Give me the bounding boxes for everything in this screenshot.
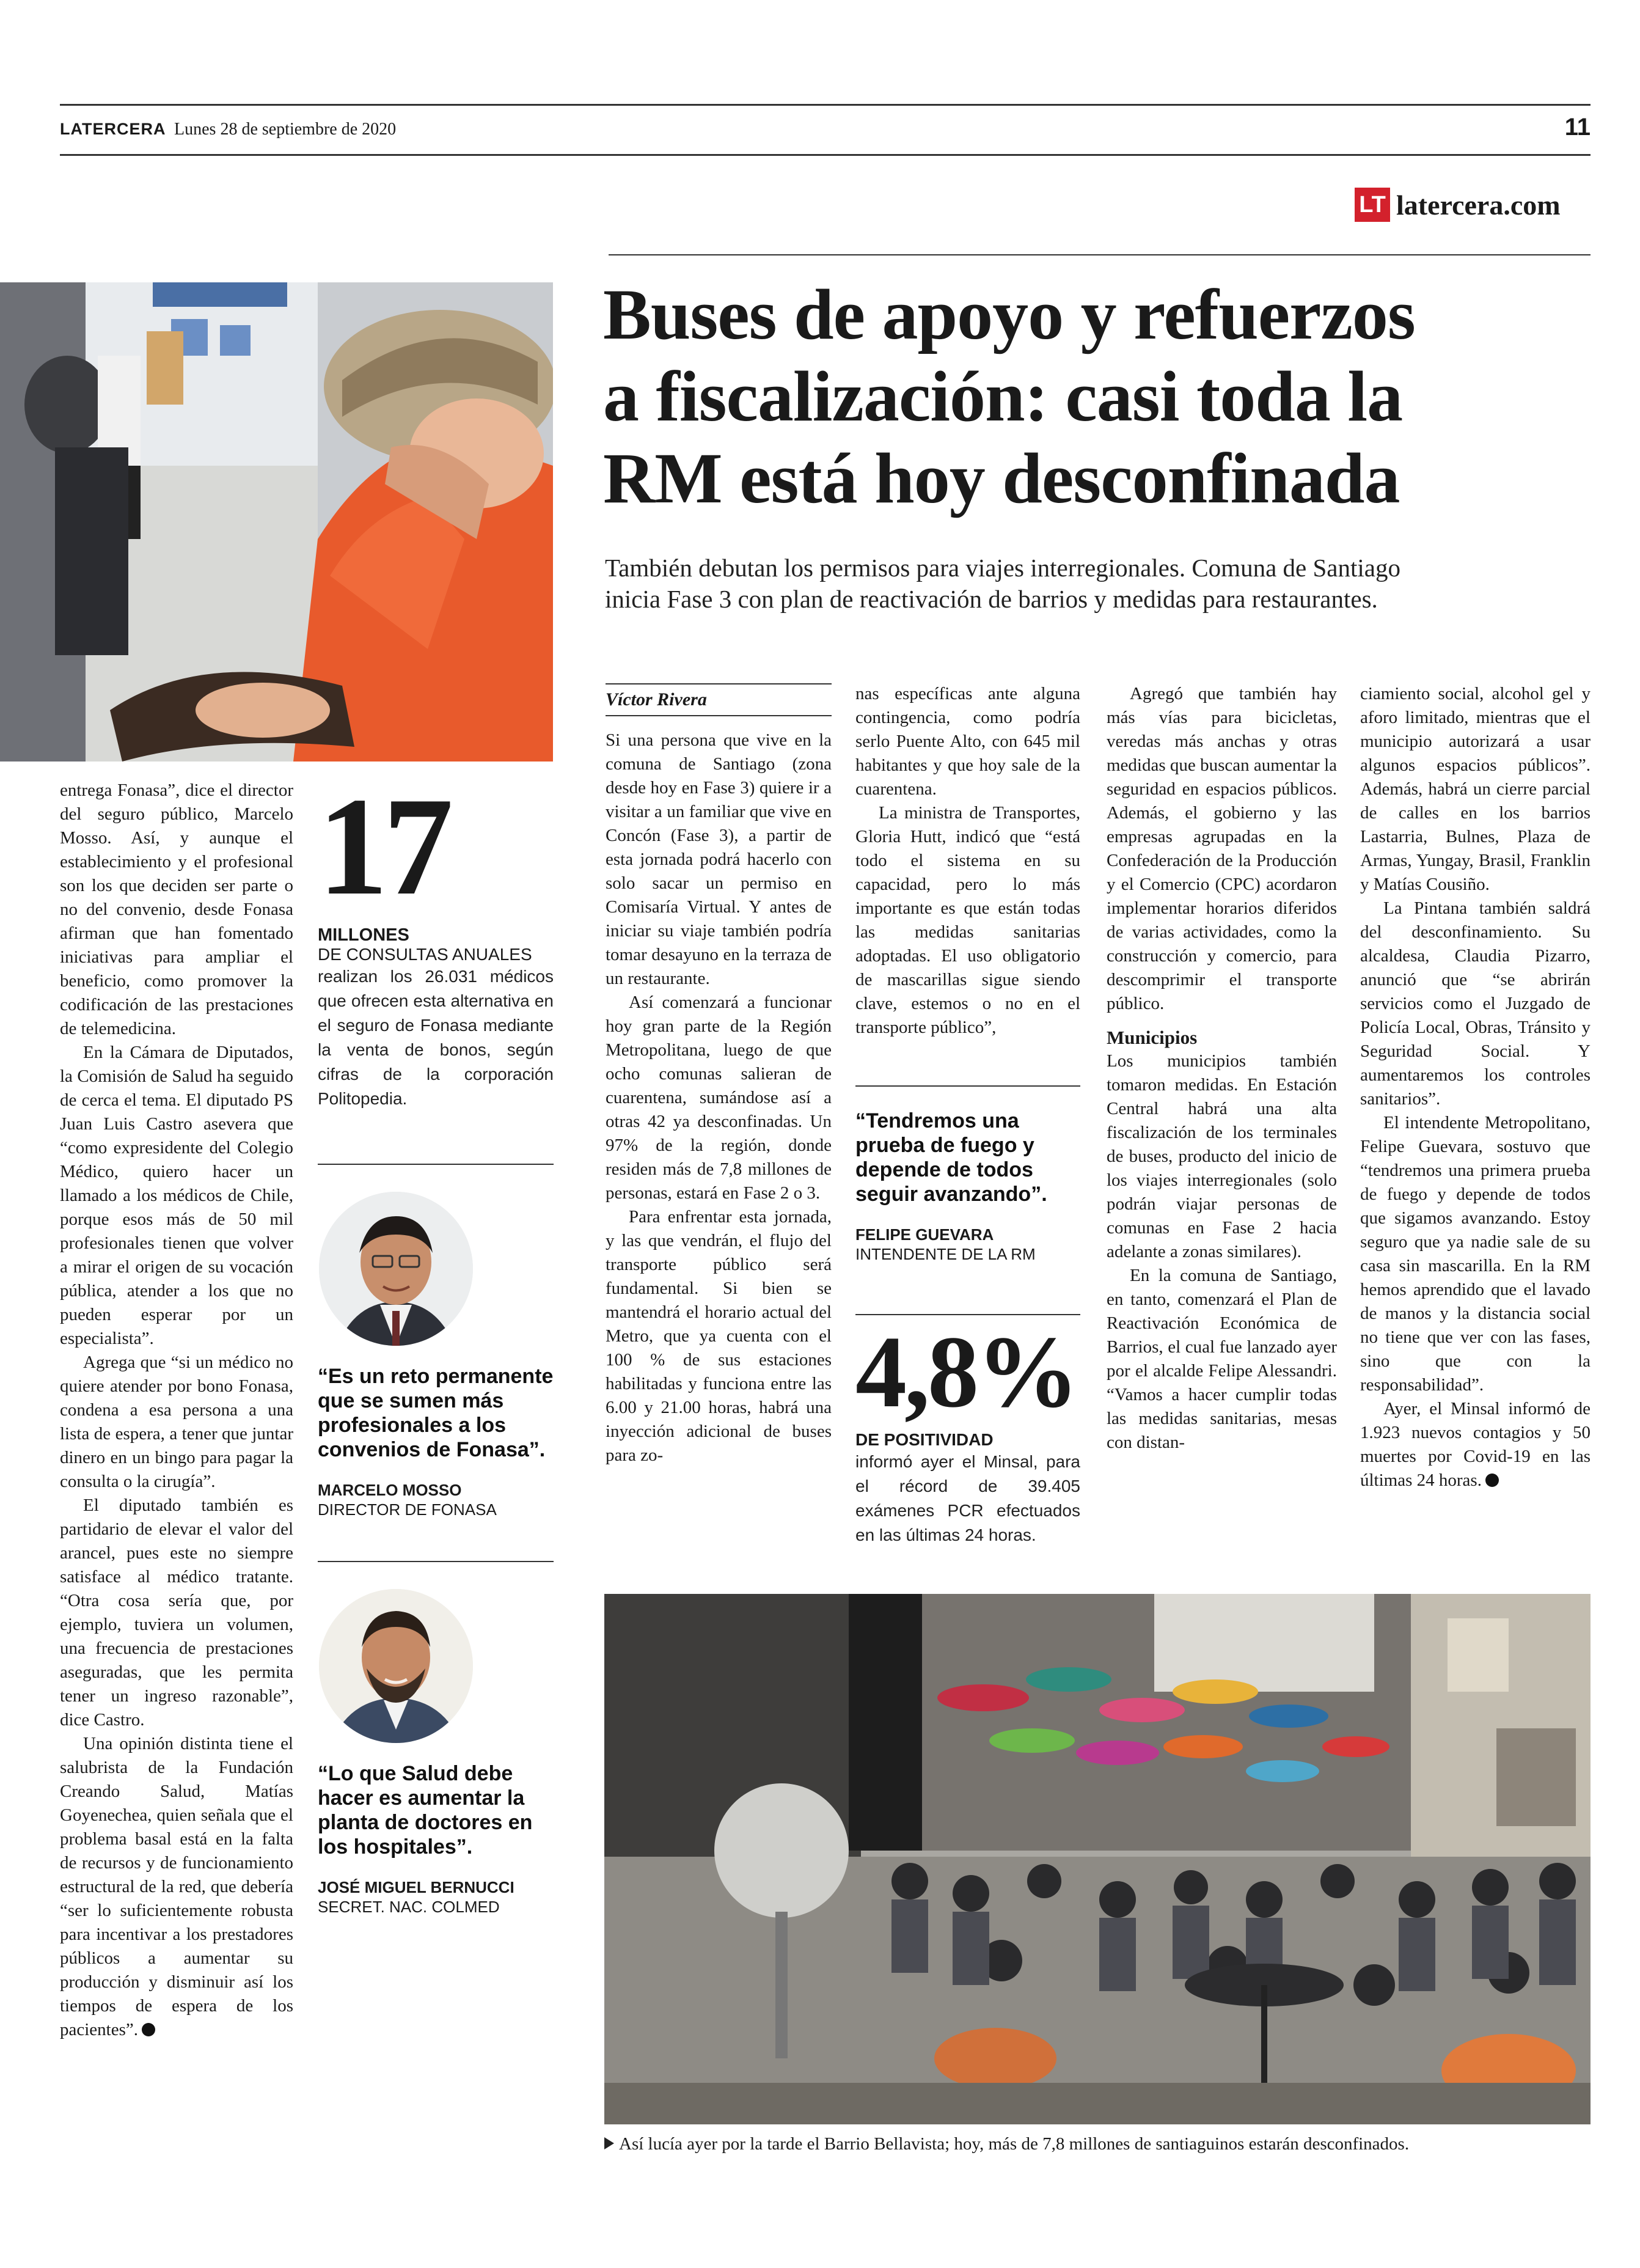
paragraph: ciamiento social, alcohol gel y aforo limitado, mientras que el municipio autorizará a usar algunos espacios públicos”. Además, habrá un cierre parcial de calles en los barrios Lastarria, Bulnes, Plaza de Armas, Yungay, Brasil, Franklin y Matías Cousiño. — [1360, 684, 1591, 894]
header-bottom-rule — [60, 154, 1591, 156]
caption-arrow-icon — [604, 2137, 614, 2149]
paragraph — [60, 1732, 293, 2042]
headline-line-3: RM está hoy desconfinada — [603, 438, 1400, 518]
paragraph: Agregó que también hay más vías para bicicletas, veredas más anchas y otras medidas que buscan aumentar la seguridad en espacios públicos. Además, el gobierno y las empresas agrupadas en la Confederación de la Producción y el Comercio (CPC) acordaron implementar horarios diferidos de varias actividades, como la construcción y comercio, para descomprimir el transporte público. — [1107, 684, 1337, 1013]
stat-sublabel: DE CONSULTAS ANUALES — [318, 945, 532, 964]
stat-number: 4,8% — [855, 1315, 1077, 1429]
quote-role: INTENDENTE DE LA RM — [855, 1245, 1036, 1263]
quote-role: SECRET. NAC. COLMED — [318, 1898, 500, 1916]
paragraph: Para enfrentar esta jornada, y las que vendrán, el flujo del transporte público será fundamental. Si bien se mantendrá el horario actual del Metro, que ya cuenta con el 100 % de sus estaciones habilitadas y funciona entre las 6.00 y 21.00 horas, habrá una inyección adicional de buses para zo- — [606, 1207, 832, 1465]
paragraph: En la Cámara de Diputados, la Comisión de Salud ha seguido de cerca el tema. El diputado PS Juan Luis Castro asevera que “como expresidente del Colegio Médico, quiero hacer un llamado a los médicos de Chile, porque esos más de 50 mil profesionales tienen que volver a mirar el origen de su vocación pública, atender a los que no pueden esperar por un especialista”. — [60, 1043, 293, 1348]
quote-rule-top — [855, 1085, 1080, 1087]
headline-line-2: a fiscalización: casi toda la — [603, 356, 1403, 436]
quote-text: “Lo que Salud debe hacer es aumentar la planta de doctores en los hospitales”. — [318, 1762, 533, 1859]
end-mark-icon — [142, 2023, 155, 2036]
byline-rule — [606, 683, 832, 684]
paragraph: Los municipios también tomaron medidas. En Estación Central habrá una alta fiscalización de los terminales de buses, producto del inicio de los viajes interregionales (solo podrán viajar personas de comunas en Fase 2 hacia adelante a zonas similares). — [1107, 1051, 1337, 1261]
photo-caption — [604, 2133, 1409, 2155]
stat-positividad — [855, 1314, 1080, 1547]
paragraph: Si una persona que vive en la comuna de Santiago (zona desde hoy en Fase 3) quiere ir a visitar a un familiar que vive en Concón (Fase 3), a partir de esta jornada podrá hacerlo con solo sacar un permiso en Comisaría Virtual. Y antes de iniciar su viaje también podría tomar desayuno en la terraza de un restaurante. — [606, 730, 832, 988]
quote-role: DIRECTOR DE FONASA — [318, 1500, 497, 1519]
article-col-1 — [606, 728, 832, 1467]
jose-miguel-bernucci-photo — [319, 1589, 473, 1743]
paragraph-text: Ayer, el Minsal informó de 1.923 nuevos contagios y 50 muertes por Covid-19 en las últimas 24 horas. — [1360, 1399, 1591, 1490]
subheading-municipios: Municipios — [1107, 1027, 1198, 1048]
quote-rule — [318, 1561, 554, 1562]
byline: Víctor Rivera — [606, 689, 707, 710]
marcelo-mosso-photo — [319, 1192, 473, 1346]
headline — [603, 274, 1415, 519]
section-rule — [609, 254, 1591, 255]
stat-17 — [318, 768, 554, 1111]
article-col-2 — [855, 682, 1080, 1040]
deck — [605, 552, 1591, 615]
article-col-4 — [1360, 682, 1591, 1492]
paragraph: La ministra de Transportes, Gloria Hutt, indicó que “está todo el sistema en su capacidad, pero lo más importante es que están todas las medidas sanitarias adoptadas. El uso obligatorio de mascarillas sigue siendo clave, estemos o no en el transporte público”, — [855, 803, 1080, 1037]
quote-rule — [318, 1164, 554, 1165]
paragraph — [1360, 1397, 1591, 1492]
fonasa-office-photo — [0, 282, 553, 762]
deck-line-2: inicia Fase 3 con plan de reactivación de barrios y medidas para restaurantes. — [605, 585, 1378, 613]
byline-rule-bottom — [606, 715, 832, 716]
bellavista-photo — [604, 1594, 1591, 2124]
quote-text: “Tendremos una prueba de fuego y depende de todos seguir avanzando”. — [855, 1109, 1047, 1206]
paragraph: nas específicas ante alguna contingencia, como podría serlo Puente Alto, con 645 mil habitantes y que hoy sale de la cuarentena. — [855, 684, 1080, 799]
site-logo[interactable] — [1355, 188, 1561, 222]
headline-line-1: Buses de apoyo y refuerzos — [603, 274, 1415, 354]
stat-text: informó ayer el Minsal, para el récord de 39.405 exámenes PCR efectuados en las últimas 24 horas. — [855, 1452, 1080, 1544]
page-number: 11 — [1564, 114, 1591, 141]
site-name: latercera.com — [1396, 189, 1561, 221]
lt-badge: LT — [1355, 188, 1390, 222]
caption-text: Así lucía ayer por la tarde el Barrio Bellavista; hoy, más de 7,8 millones de santiaguinos estarán desconfinados. — [619, 2134, 1410, 2154]
paragraph: Agrega que “si un médico no quiere atender por bono Fonasa, condena a esa persona a una lista de espera, a tener que juntar dinero en un bingo para pagar la consulta o la cirugía”. — [60, 1352, 293, 1491]
quote-name: MARCELO MOSSO — [318, 1481, 462, 1499]
left-story-body — [60, 779, 293, 2042]
stat-label: DE POSITIVIDAD — [855, 1430, 994, 1449]
paragraph: La Pintana también saldrá del desconfinamiento. Su alcaldesa, Claudia Pizarro, anunció que “se abrirán servicios como el Juzgado de Policía Local, Obras, Tránsito y Seguridad Social. Y aumentaremos los controles sanitarios”. — [1360, 898, 1591, 1109]
quote-mosso — [318, 1364, 554, 1519]
end-mark-icon — [1485, 1473, 1499, 1487]
brand: LATERCERA — [60, 120, 166, 138]
header-top-rule — [60, 104, 1591, 106]
quote-name: JOSÉ MIGUEL BERNUCCI — [318, 1878, 514, 1896]
paragraph: En la comuna de Santiago, en tanto, comenzará el Plan de Reactivación Económica de Barrios, el cual fue lanzado ayer por el alcalde Felipe Alessandri. “Vamos a hacer cumplir todas las medidas sanitarias, mesas con distan- — [1107, 1266, 1337, 1452]
paragraph: entrega Fonasa”, dice el director del seguro público, Marcelo Mosso. Así, y aunque el establecimiento y el profesional son los que deciden ser parte o no del convenio, desde Fonasa afirman que han fomentado iniciativas para ampliar el beneficio, como promover la codificación de las prestaciones de telemedicina. — [60, 780, 293, 1038]
quote-bernucci — [318, 1761, 554, 1917]
issue-date: Lunes 28 de septiembre de 2020 — [174, 120, 397, 139]
quote-guevara — [855, 1109, 1080, 1264]
quote-name: FELIPE GUEVARA — [855, 1225, 994, 1244]
quote-text: “Es un reto permanente que se sumen más profesionales a los convenios de Fonasa”. — [318, 1365, 554, 1461]
paragraph: El diputado también es partidario de elevar el valor del arancel, pues este no siempre satisface al médico tratante. “Otra cosa sería que, por ejemplo, tuviera un volumen, una frecuencia de prestaciones aseguradas, que les permita tener un ingreso razonable”, dice Castro. — [60, 1495, 293, 1730]
paragraph: Así comenzará a funcionar hoy gran parte de la Región Metropolitana, luego de que ocho comunas salieran de cuarentena, sumándose así a otras 42 ya desconfinadas. Un 97% de la región, donde residen más de 7,8 millones de personas, estará en Fase 2 o 3. — [606, 993, 832, 1203]
stat-label: MILLONES — [318, 925, 409, 945]
paragraph: El intendente Metropolitano, Felipe Guevara, sostuvo que “tendremos una primera prueba de fuego y depende de todos que sigamos avanzando. Estoy seguro que ya nadie sale de su casa sin mascarilla. En la RM hemos aprendido que el lavado de manos y la distancia social no tiene que ver con las fases, sino que con la responsabilidad”. — [1360, 1113, 1591, 1395]
paragraph-text: Una opinión distinta tiene el salubrista de la Fundación Creando Salud, Matías Goyenechea, quien señala que el problema basal está en la falta de recursos y de funcionamiento estructural de la red, que debería “ser lo suficientemente robusta para incentivar a los prestadores públicos a aumentar su producción y disminuir así los tiempos de espera de los pacientes”. — [60, 1734, 293, 2039]
stat-text: realizan los 26.031 médicos que ofrecen esta alternativa en el seguro de Fonasa mediante la venta de bonos, según cifras de la corporación Politopedia. — [318, 967, 554, 1108]
deck-line-1: También debutan los permisos para viajes interregionales. Comuna de Santiago — [605, 554, 1400, 582]
article-col-3 — [1107, 682, 1337, 1455]
stat-number: 17 — [318, 768, 448, 924]
folio — [60, 120, 396, 139]
